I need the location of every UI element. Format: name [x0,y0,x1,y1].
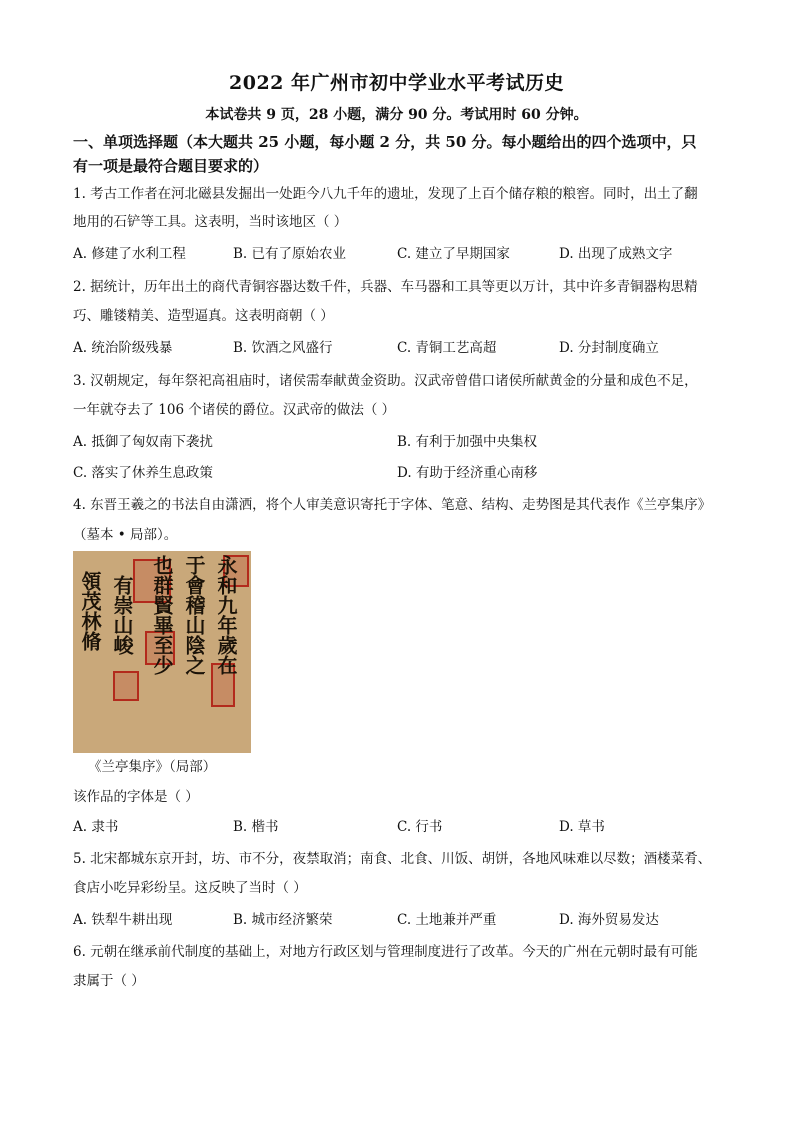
calligraphy-column-4: 有崇山峻 [110,575,134,655]
lantingji-xu-image [73,551,251,753]
section-heading-line-1: 一、单项选择题（本大题共 25 小题，每小题 2 分，共 50 分。每小题给出的四个选项中，只 [73,133,697,151]
page-title: 2022 年广州市初中学业水平考试历史 [229,72,564,94]
exam-info: 本试卷共 9 页，28 小题，满分 90 分。考试用时 60 分钟。 [205,107,588,123]
question-3-line-2: 一年就夺去了 106 个诸侯的爵位。汉武帝的做法（ ） [73,402,396,418]
question-2-line-1: 2. 据统计，历年出土的商代青铜容器达数千件，兵器、车马器和工具等更以万计，其中许多青铜器构思精 [73,279,698,295]
q4-option-b[interactable]: B. 楷书 [233,819,279,835]
q2-option-c[interactable]: C. 青铜工艺高超 [397,340,497,356]
calligraphy-column-2: 于會稽山陰之 [182,555,206,675]
calligraphy-column-1: 永和九年歲在 [214,555,238,675]
q3-option-d[interactable]: D. 有助于经济重心南移 [397,465,538,481]
q5-option-b[interactable]: B. 城市经济繁荣 [233,912,333,928]
question-4-line-1: 4. 东晋王羲之的书法自由潇洒，将个人审美意识寄托于字体、笔意、结构、走势图是其代表作《兰亭集序》 [73,497,712,513]
q3-option-a[interactable]: A. 抵御了匈奴南下袭扰 [73,434,213,450]
question-1-line-2: 地用的石铲等工具。这表明，当时该地区（ ） [73,214,348,230]
q4-option-a[interactable]: A. 隶书 [73,819,119,835]
figure-caption: 《兰亭集序》（局部） [88,759,217,775]
section-heading-line-2: 有一项是最符合题目要求的） [73,157,269,175]
question-6-line-1: 6. 元朝在继承前代制度的基础上，对地方行政区划与管理制度进行了改革。今天的广州在元朝时最有可能 [73,944,698,960]
question-5-line-1: 5. 北宋都城东京开封，坊、市不分，夜禁取消；南食、北食、川饭、胡饼，各地风味难以尽数；酒楼菜肴、 [73,851,712,867]
q1-option-b[interactable]: B. 已有了原始农业 [233,246,347,262]
q5-option-d[interactable]: D. 海外贸易发达 [559,912,659,928]
q2-option-b[interactable]: B. 饮酒之风盛行 [233,340,333,356]
question-3-line-1: 3. 汉朝规定，每年祭祀高祖庙时，诸侯需奉献黄金资助。汉武帝曾借口诸侯所献黄金的分量和成色不足， [73,373,698,389]
q5-option-c[interactable]: C. 土地兼并严重 [397,912,497,928]
q4-option-c[interactable]: C. 行书 [397,819,443,835]
red-seal-stamp [113,671,139,701]
question-6-line-2: 隶属于（ ） [73,973,145,989]
q1-option-d[interactable]: D. 出现了成熟文字 [559,246,673,262]
question-1-line-1: 1. 考古工作者在河北磁县发掘出一处距今八九千年的遗址，发现了上百个储存粮的粮窖。同时，出土了翻 [73,186,698,202]
question-5-line-2: 食店小吃异彩纷呈。这反映了当时（ ） [73,880,307,896]
calligraphy-column-5: 領茂林脩 [78,571,102,651]
q5-option-a[interactable]: A. 铁犁牛耕出现 [73,912,173,928]
q3-option-b[interactable]: B. 有利于加强中央集权 [397,434,538,450]
q2-option-d[interactable]: D. 分封制度确立 [559,340,659,356]
calligraphy-column-3: 也群賢畢至少 [150,555,174,675]
q2-option-a[interactable]: A. 统治阶级残暴 [73,340,173,356]
q1-option-a[interactable]: A. 修建了水利工程 [73,246,186,262]
q1-option-c[interactable]: C. 建立了早期国家 [397,246,510,262]
q3-option-c[interactable]: C. 落实了休养生息政策 [73,465,213,481]
question-4-line-2: （墓本 • 局部）。 [73,527,178,543]
question-2-line-2: 巧、雕镂精美、造型逼真。这表明商朝（ ） [73,308,334,324]
question-4-stem: 该作品的字体是（ ） [73,789,199,805]
q4-option-d[interactable]: D. 草书 [559,819,605,835]
